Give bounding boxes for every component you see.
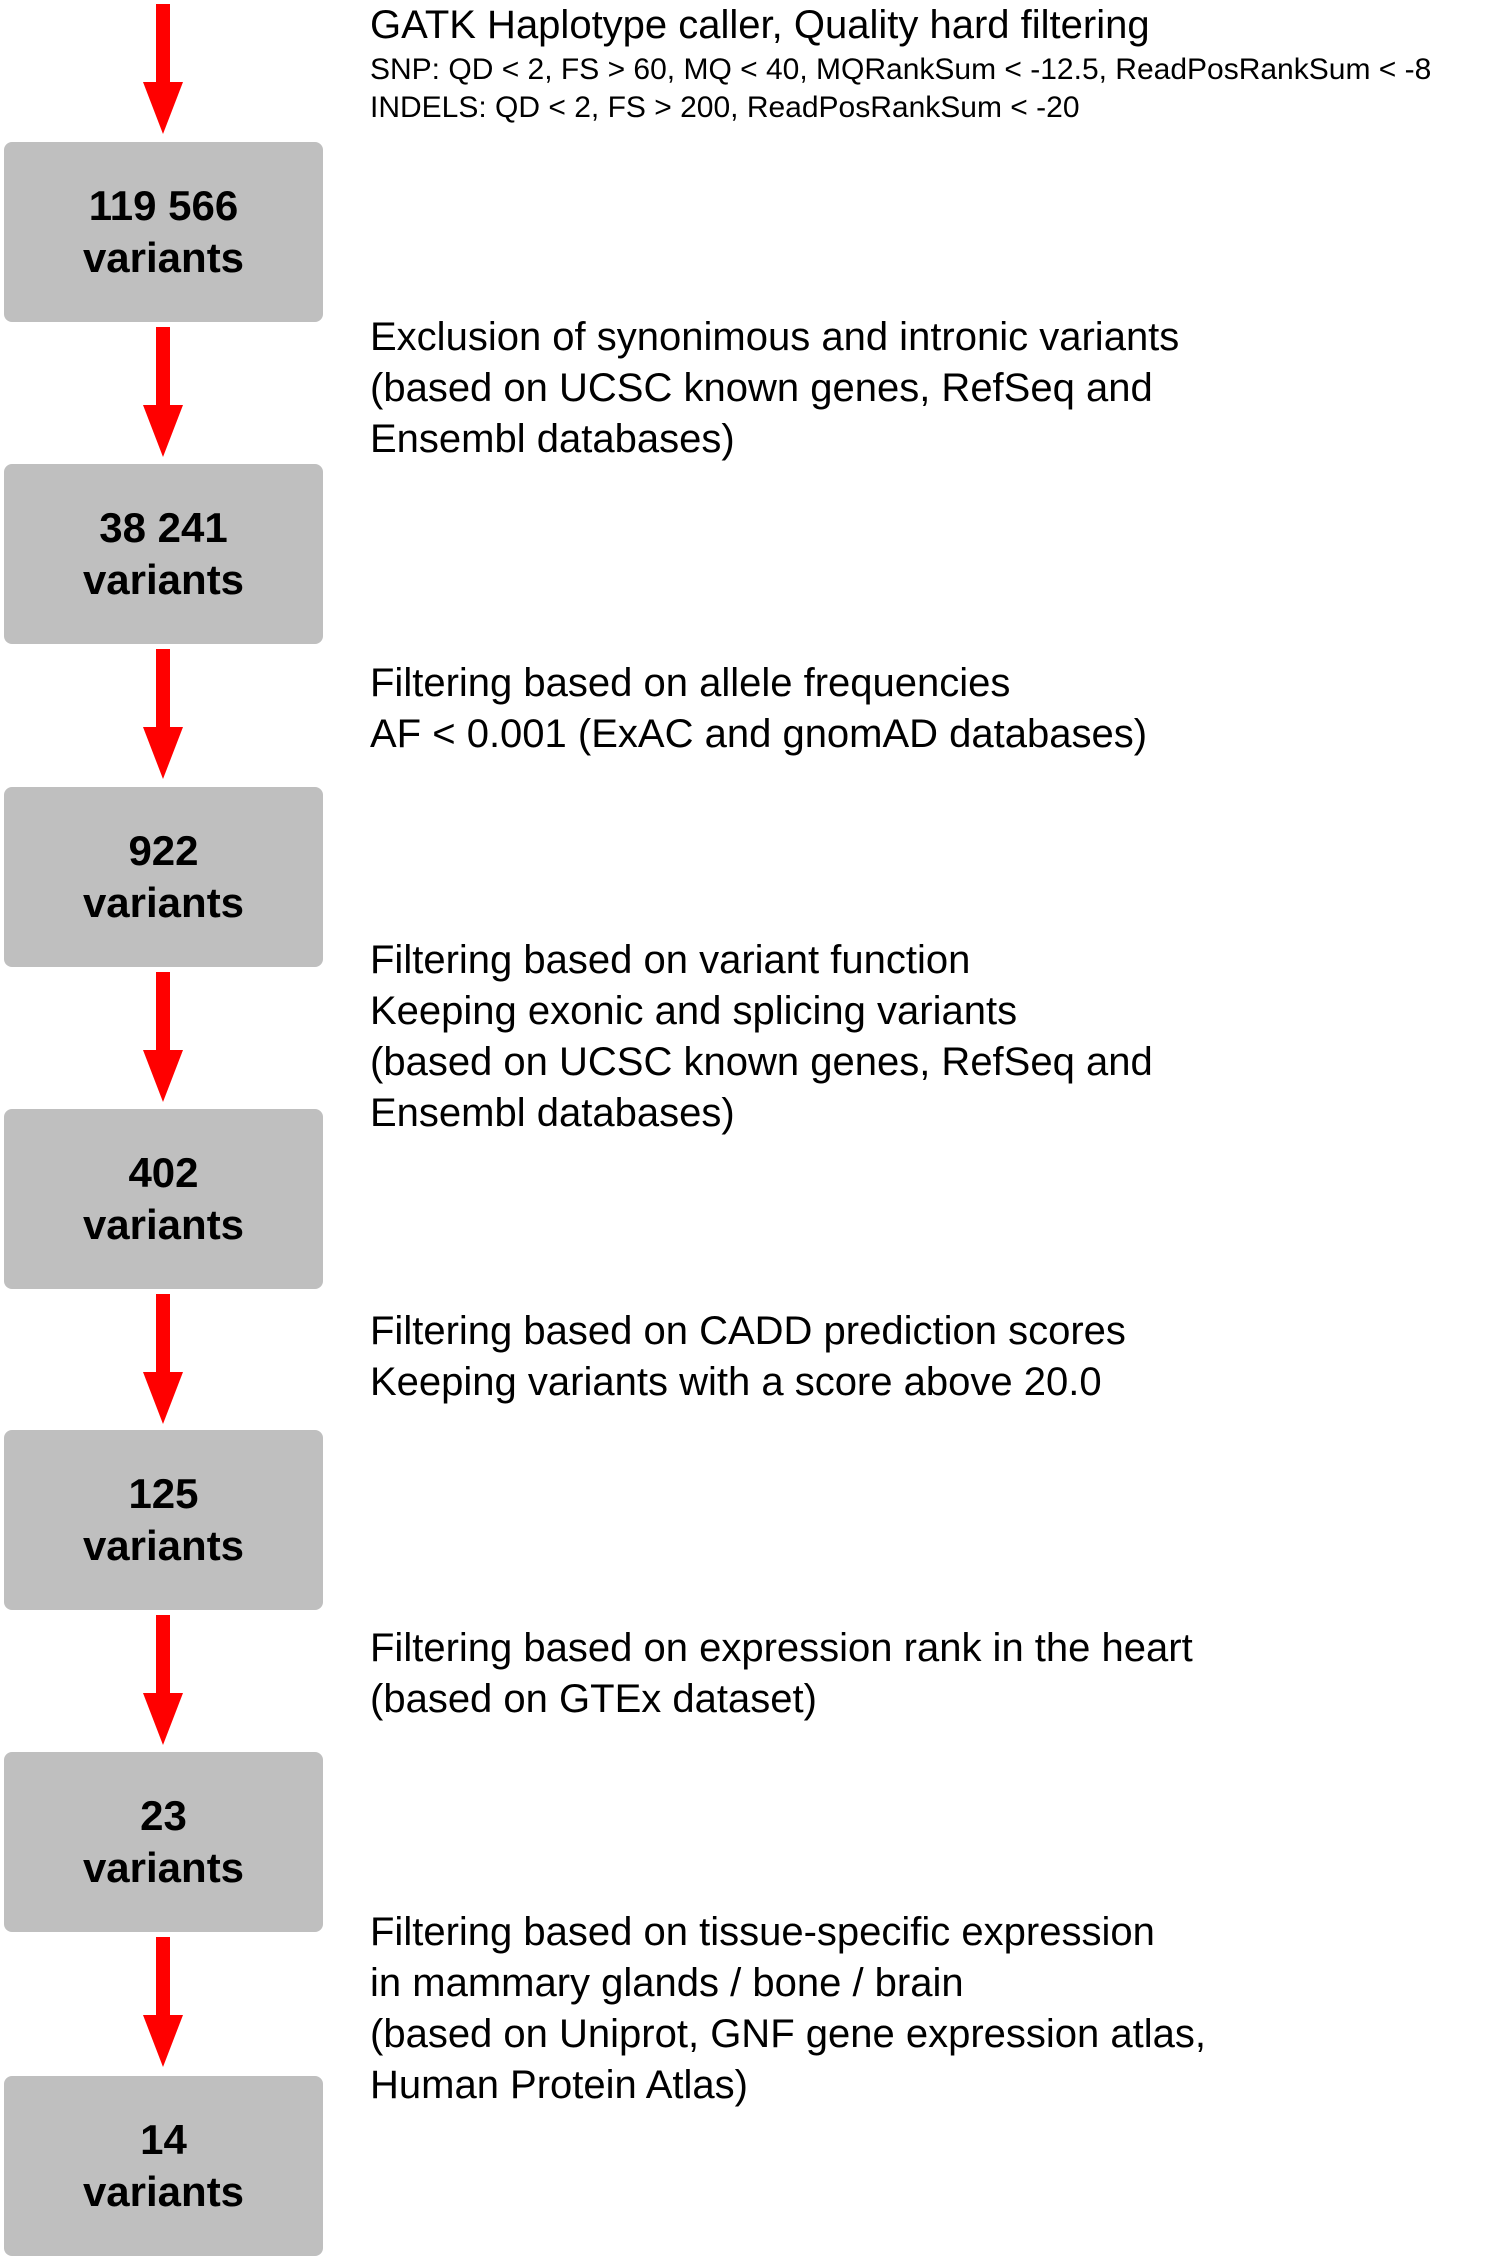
- step-description-4: [370, 1306, 1126, 1408]
- indel-filter-rule: INDELS: QD < 2, FS > 200, ReadPosRankSum < -20: [370, 91, 1080, 124]
- variant-count: 14: [140, 2116, 187, 2163]
- step-line: Filtering based on expression rank in the heart: [370, 1626, 1193, 1670]
- variant-count: 38 241: [99, 504, 228, 551]
- step-line: Exclusion of synonimous and intronic variants: [370, 315, 1180, 359]
- step-description-6: [370, 1907, 1206, 2111]
- step-line: Keeping variants with a score above 20.0: [370, 1360, 1102, 1404]
- step-line: Filtering based on CADD prediction scores: [370, 1309, 1126, 1353]
- variant-count: 119 566: [88, 182, 239, 229]
- variant-label: variants: [82, 234, 245, 281]
- step-line: Keeping exonic and splicing variants: [370, 989, 1018, 1033]
- step-line: (based on UCSC known genes, RefSeq and: [370, 1040, 1153, 1084]
- variant-box-922: [4, 787, 323, 967]
- snp-filter-rule: SNP: QD < 2, FS > 60, MQ < 40, MQRankSum < -12.5, ReadPosRankSum < -8: [370, 53, 1432, 86]
- step-line: (based on Uniprot, GNF gene expression atlas,: [370, 2012, 1206, 2056]
- variant-count: 23: [140, 1792, 187, 1839]
- arrow-3: [143, 972, 183, 1102]
- step-line: (based on UCSC known genes, RefSeq and: [370, 366, 1153, 410]
- arrow-1: [143, 327, 183, 457]
- step-line: Filtering based on variant function: [370, 938, 971, 982]
- arrow-5: [143, 1615, 183, 1745]
- variant-count: 125: [128, 1470, 199, 1517]
- variant-label: variants: [82, 1522, 245, 1569]
- step-description-5: [370, 1623, 1193, 1725]
- variant-box-23: [4, 1752, 323, 1932]
- step-description-2: [370, 658, 1147, 760]
- variant-label: variants: [82, 2168, 245, 2215]
- variant-count: 922: [128, 827, 199, 874]
- step-line: Human Protein Atlas): [370, 2063, 748, 2107]
- arrow-4: [143, 1294, 183, 1424]
- step-line: Filtering based on allele frequencies: [370, 661, 1011, 705]
- arrow-6: [143, 1937, 183, 2067]
- variant-box-402: [4, 1109, 323, 1289]
- step-description-1: [370, 312, 1179, 465]
- variant-label: variants: [82, 556, 245, 603]
- variant-box-14: [4, 2076, 323, 2256]
- step-line: in mammary glands / bone / brain: [370, 1961, 964, 2005]
- arrow-2: [143, 649, 183, 779]
- variant-box-38241: [4, 464, 323, 644]
- step-line: Filtering based on tissue-specific expression: [370, 1910, 1155, 1954]
- step-line: Ensembl databases): [370, 417, 735, 461]
- header-description: [370, 0, 1431, 127]
- variant-count: 402: [128, 1149, 199, 1196]
- variant-label: variants: [82, 1844, 245, 1891]
- variant-box-125: [4, 1430, 323, 1610]
- step-line: Ensembl databases): [370, 1091, 735, 1135]
- variant-label: variants: [82, 879, 245, 926]
- variant-label: variants: [82, 1201, 245, 1248]
- step-line: (based on GTEx dataset): [370, 1677, 817, 1721]
- arrow-0: [143, 4, 183, 134]
- step-description-3: [370, 935, 1153, 1139]
- header-title: GATK Haplotype caller, Quality hard filtering: [370, 3, 1150, 47]
- step-line: AF < 0.001 (ExAC and gnomAD databases): [370, 712, 1148, 756]
- variant-box-119566: [4, 142, 323, 322]
